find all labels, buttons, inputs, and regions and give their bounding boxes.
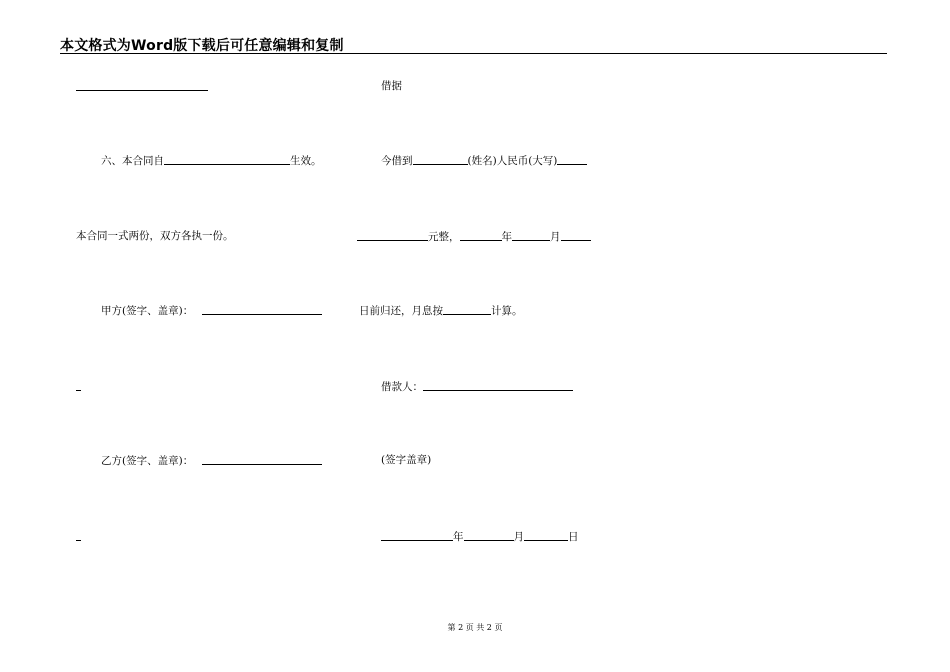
amount-text-a: 元整， <box>428 231 460 243</box>
borrow-text-a: 今借到 <box>381 155 413 167</box>
date-year-label: 年 <box>453 531 464 543</box>
amount-text-c: 月 <box>550 231 561 243</box>
page-number: 第 2 页 共 2 页 <box>447 623 503 632</box>
borrow-line <box>381 153 587 167</box>
repay-text-b: 计算。 <box>491 305 523 317</box>
clause-six <box>101 153 322 167</box>
copies-clause: 本合同一式两份，双方各执一份。 <box>76 230 234 242</box>
amount-line <box>357 229 591 243</box>
short-blank <box>76 379 81 391</box>
party-b-extra-line <box>76 529 81 543</box>
blank-line <box>76 79 208 91</box>
amount-text-b: 年 <box>501 231 512 243</box>
month-blank <box>512 229 550 241</box>
borrower-line <box>381 379 573 393</box>
header-divider <box>60 53 887 54</box>
party-b-label: 乙方(签字、盖章)： <box>101 455 194 467</box>
signature-note: (签字盖章) <box>381 454 432 466</box>
amount-blank <box>357 229 428 241</box>
date-month-label: 月 <box>513 531 524 543</box>
date-month-blank <box>464 529 514 541</box>
borrower-blank <box>423 379 573 391</box>
party-a-signature <box>101 303 322 317</box>
interest-blank <box>443 303 491 315</box>
page-header-title: 本文格式为Word版下载后可任意编辑和复制 <box>60 38 344 54</box>
party-b-blank <box>202 453 322 465</box>
date-line <box>381 529 579 543</box>
date-day-blank <box>524 529 568 541</box>
date-year-blank <box>381 529 453 541</box>
left-top-blank-line <box>76 79 208 93</box>
party-b-signature <box>101 453 322 467</box>
party-a-blank <box>202 303 322 315</box>
effective-date-blank <box>164 153 290 165</box>
day-blank <box>561 229 591 241</box>
clause-six-text-a: 六、本合同自 <box>101 155 164 167</box>
amount-words-blank <box>557 153 587 165</box>
clause-six-text-b: 生效。 <box>290 155 322 167</box>
party-a-label: 甲方(签字、盖章)： <box>101 305 194 317</box>
party-a-extra-line <box>76 379 81 393</box>
date-day-label: 日 <box>568 531 579 543</box>
lender-name-blank <box>413 153 468 165</box>
iou-title: 借据 <box>381 80 402 92</box>
borrower-label: 借款人： <box>381 381 423 393</box>
repay-text-a: 日前归还，月息按 <box>359 305 443 317</box>
year-blank <box>460 229 502 241</box>
repay-line <box>359 303 523 317</box>
short-blank <box>76 529 81 541</box>
borrow-text-b: (姓名)人民币(大写) <box>467 155 558 167</box>
